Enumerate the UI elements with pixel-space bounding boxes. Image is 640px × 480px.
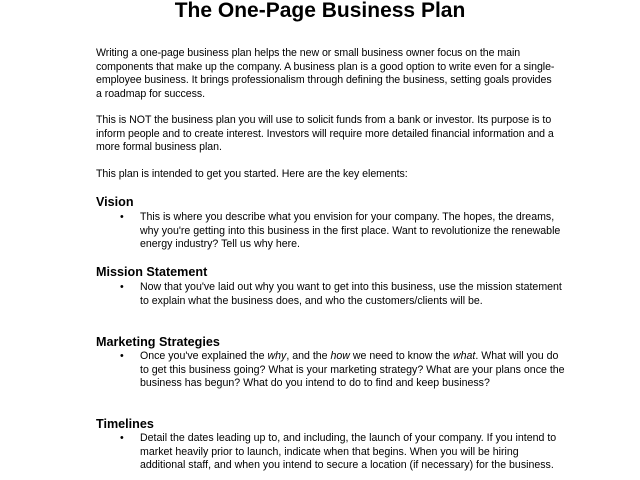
bullet-text: Now that you've laid out why you want to get into this business, use the mission statement to explain what the business does, and who the customers/clients will be. (140, 281, 562, 307)
intro-paragraph-2: This is NOT the business plan you will use to solicit funds from a bank or investor. Its purpose is to inform people and to create interest. Investors will require more detailed financial information and a more formal business plan. (96, 114, 554, 153)
document-title: The One-Page Business Plan (174, 0, 466, 22)
section-heading-timelines: Timelines (96, 417, 154, 431)
bullet-text: Detail the dates leading up to, and including, the launch of your company. If you intend to market heavily prior to launch, indicate when that begins. When you will be hiring additional staff, and when you intend to secure a location (if necessary) for the business. (140, 432, 557, 471)
bullet-text-segment: we need to know the (349, 350, 453, 362)
bullet-icon: • (120, 281, 124, 293)
emphasis-why: why (267, 350, 287, 362)
section-heading-marketing-strategies: Marketing Strategies (96, 335, 220, 349)
section-heading-vision: Vision (96, 195, 134, 209)
bullet-icon: • (120, 211, 124, 223)
emphasis-what: what (453, 350, 476, 362)
section-bullet-mission-statement (120, 281, 566, 308)
bullet-text: This is where you describe what you envision for your company. The hopes, the dreams, why you're getting into this business in the first place. Want to revolutionize the renewable energy industry? Tell us why here. (140, 211, 561, 250)
bullet-text-segment: , and the (286, 350, 331, 362)
section-bullet-timelines (120, 432, 566, 473)
bullet-icon: • (120, 432, 124, 444)
bullet-text-segment: . What will you do to get this business going? What is your marketing strategy? What are your plans once the business has begun? What do you intend to do to find and keep business? (140, 350, 565, 389)
intro-paragraph-1: Writing a one-page business plan helps the new or small business owner focus on the main components that make up the company. A business plan is a good option to write even for a single-employee business. It brings professionalism through defining the business, setting goals provides a roadmap for success. (96, 47, 555, 100)
bullet-text-segment: Once you've explained the (140, 350, 268, 362)
section-bullet-marketing-strategies (120, 350, 566, 391)
section-bullet-vision (120, 211, 566, 252)
section-heading-mission-statement: Mission Statement (96, 265, 208, 279)
bullet-text (130, 350, 566, 391)
emphasis-how: how (330, 350, 350, 362)
intro-paragraph-3: This plan is intended to get you started. Here are the key elements: (96, 168, 408, 180)
bullet-icon: • (120, 350, 124, 362)
